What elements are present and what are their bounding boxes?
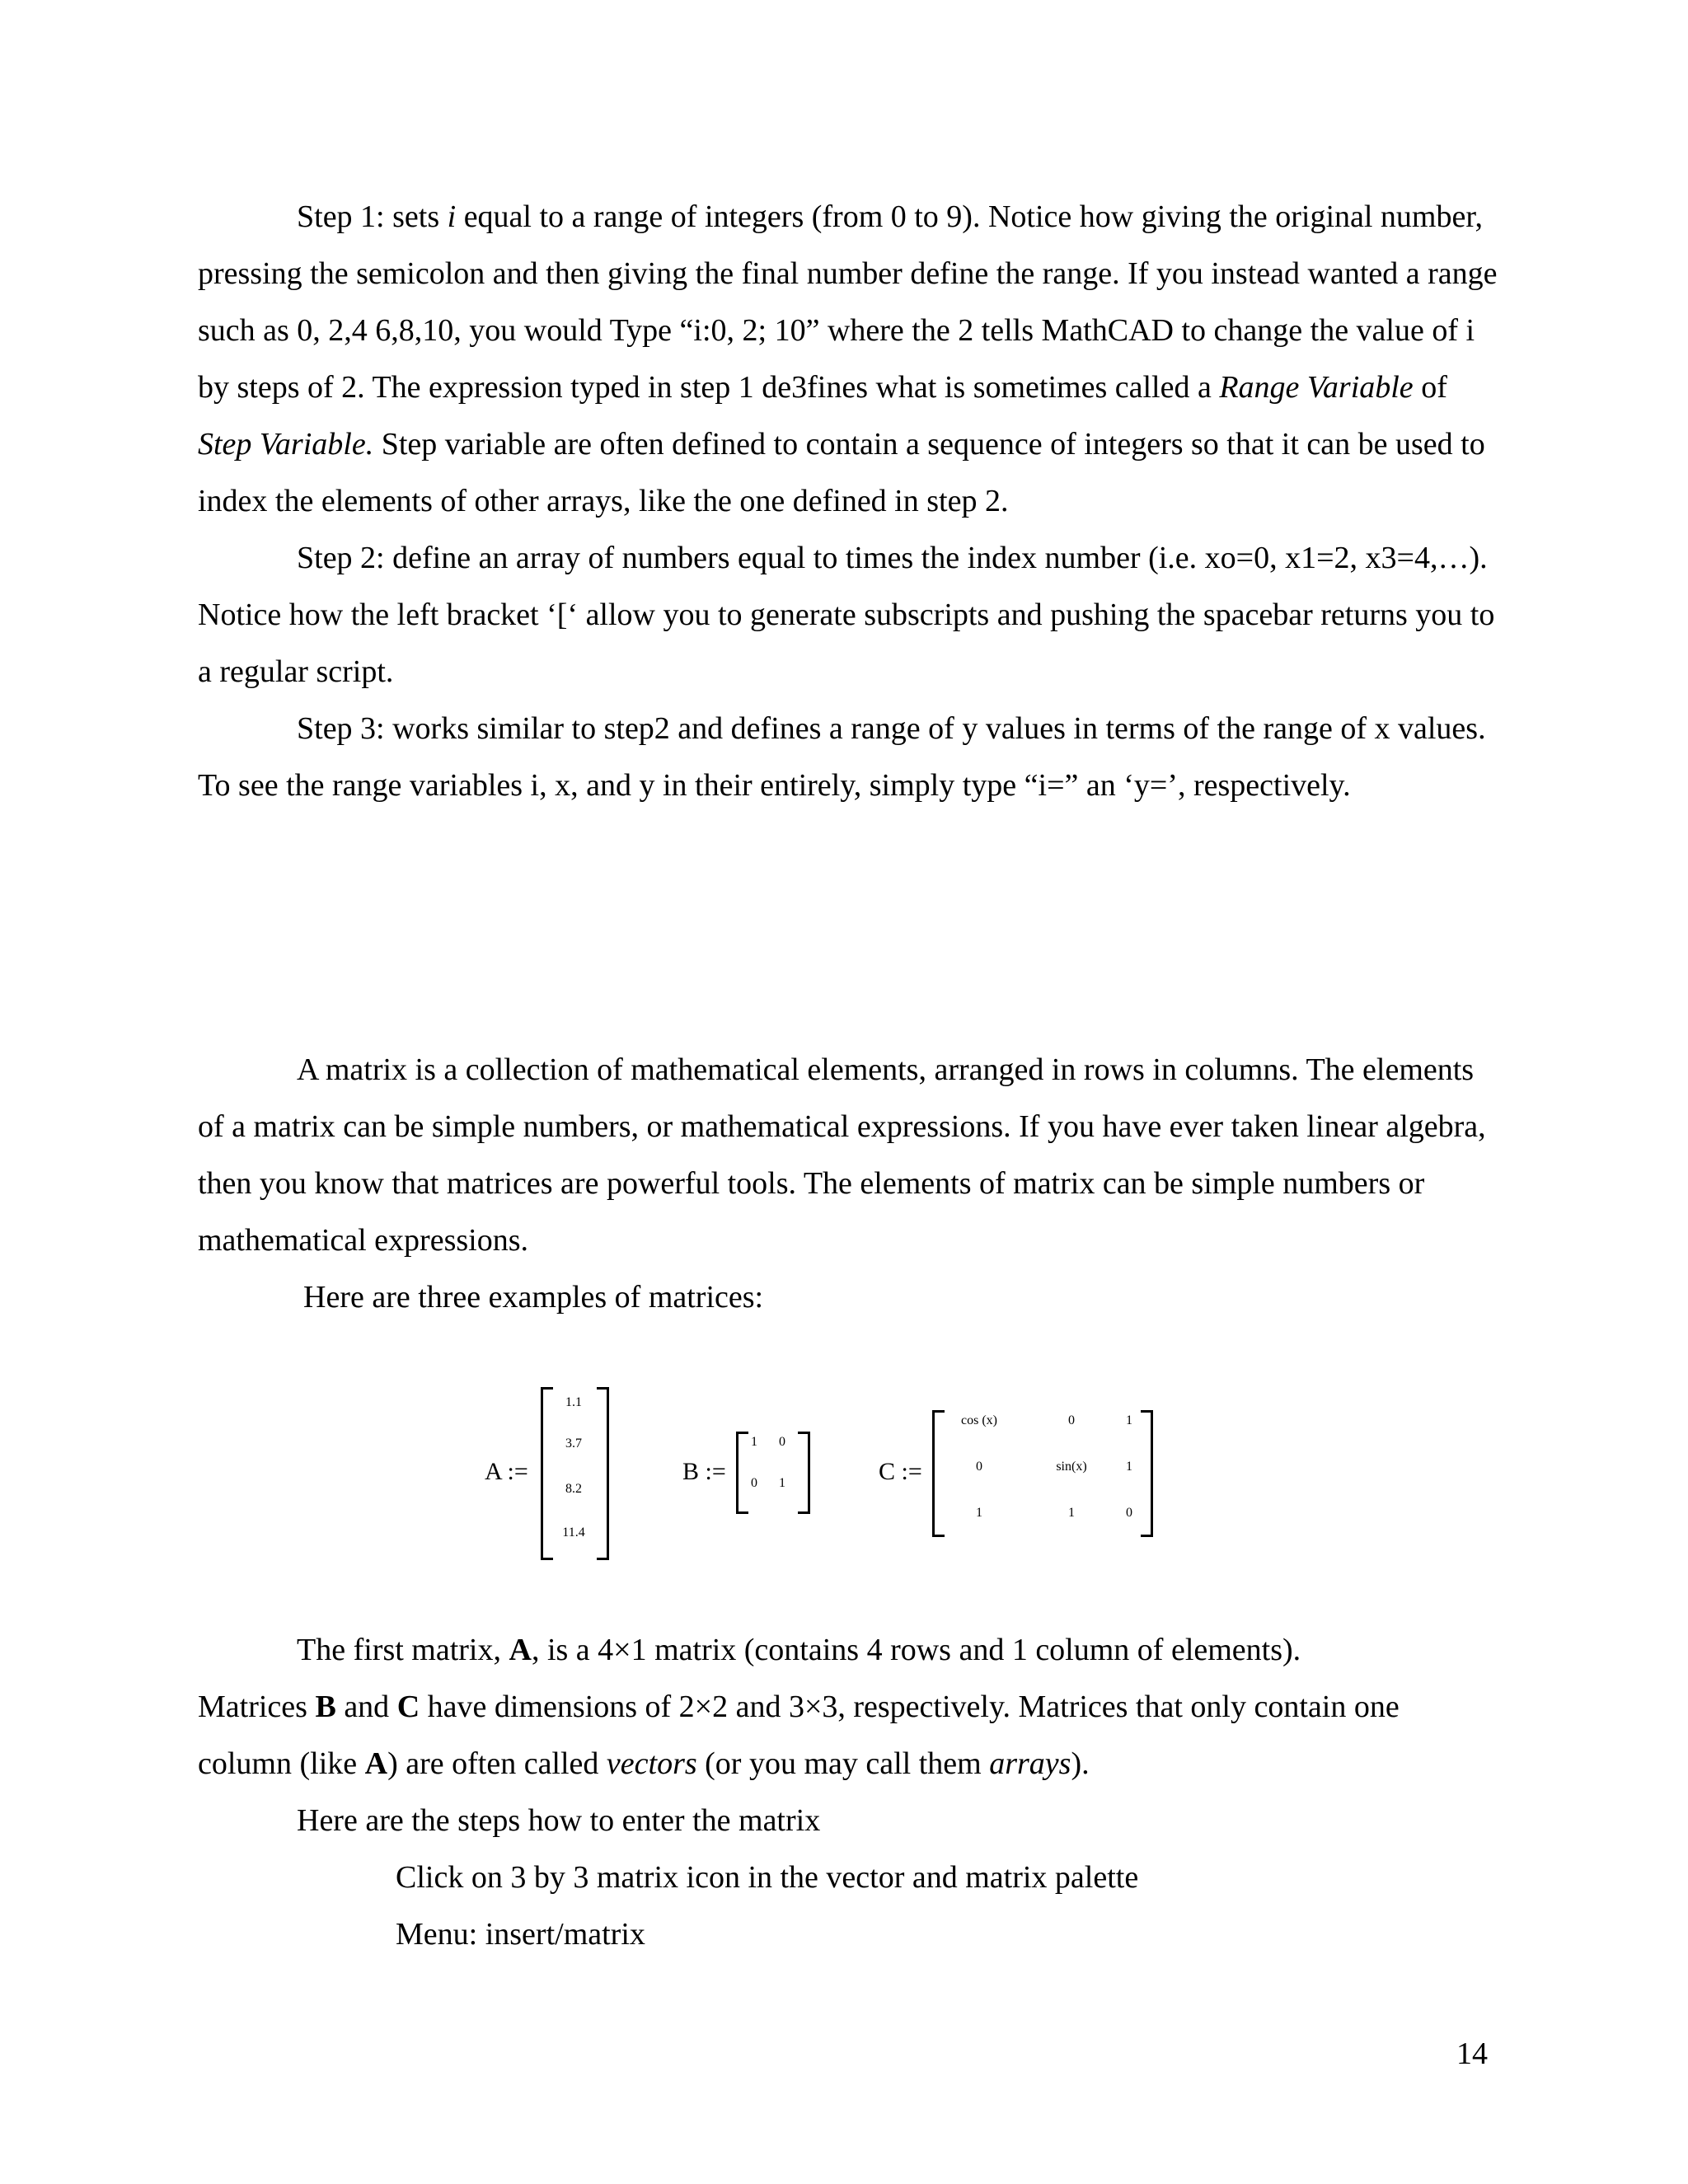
italic-term-range-variable: Range Variable xyxy=(1219,370,1414,405)
matrix-c-cell: 1 xyxy=(1126,1413,1132,1427)
text-run: ) are often called xyxy=(387,1746,607,1781)
matrix-c-cell: 0 xyxy=(1126,1506,1132,1520)
bold-matrix-name: A xyxy=(509,1633,532,1667)
matrix-intro xyxy=(198,1042,1500,1326)
text-run: , is a 4×1 matrix (contains 4 rows and 1 column of elements). xyxy=(531,1633,1301,1667)
matrix-b-cell: 0 xyxy=(751,1476,757,1490)
step-menu: Menu: insert/matrix xyxy=(396,1917,645,1952)
examples-intro: Here are three examples of matrices: xyxy=(303,1280,764,1315)
text-run: and xyxy=(335,1690,397,1724)
matrix-a-label: A := xyxy=(485,1458,528,1485)
first-matrix-paragraph xyxy=(198,1622,1500,1679)
matrix-a-cell: 11.4 xyxy=(562,1526,585,1540)
bold-matrix-name: A xyxy=(364,1746,388,1781)
matrix-b-right-bracket xyxy=(798,1432,810,1514)
bold-matrix-name: B xyxy=(315,1690,336,1724)
text-run: Step 1: sets xyxy=(297,199,448,234)
step1-paragraph xyxy=(198,189,1500,530)
matrix-c-right-bracket xyxy=(1141,1410,1153,1537)
matrix-b-cell: 1 xyxy=(779,1476,785,1490)
matrix-c-cell: 1 xyxy=(976,1506,982,1520)
matrix-c-cell: sin(x) xyxy=(1056,1460,1087,1474)
matrix-a-cell: 8.2 xyxy=(565,1482,582,1496)
italic-term-arrays: arrays xyxy=(989,1746,1071,1781)
matrix-c-label: C := xyxy=(879,1458,922,1485)
matrix-explanation xyxy=(198,1622,1500,1963)
text-run: Step variable are often defined to contain a sequence of integers so that it can be used to index the elements of other arrays, like the one defined in step 2. xyxy=(198,427,1485,518)
matrix-b-cell: 0 xyxy=(779,1435,785,1449)
page-number: 14 xyxy=(1456,2036,1488,2071)
matrix-c-cell: 1 xyxy=(1068,1506,1075,1520)
text-run: The first matrix, xyxy=(297,1633,509,1667)
matrix-a-right-bracket xyxy=(597,1387,609,1560)
matrix-definition-paragraph: A matrix is a collection of mathematical elements, arranged in rows in columns. The elements of a matrix can be simple numbers, or mathematical expressions. If you have ever taken linear algebra, then you know that matrices are powerful tools. The elements of matrix can be simple numbers or mathematical expressions. xyxy=(198,1052,1486,1258)
step-instructions xyxy=(198,189,1500,814)
matrix-examples xyxy=(0,1387,1688,1585)
matrix-c-cell: 0 xyxy=(1068,1413,1075,1427)
matrix-c-cell: 1 xyxy=(1126,1460,1132,1474)
step2-paragraph: Step 2: define an array of numbers equal to times the index number (i.e. xo=0, x1=2, x3=4,…). Notice how the left bracket ‘[‘ allow you to generate subscripts and pushing the spacebar returns you to a regular script. xyxy=(198,541,1495,689)
matrix-a-cell: 3.7 xyxy=(565,1436,582,1451)
steps-intro: Here are the steps how to enter the matrix xyxy=(297,1803,821,1838)
step3-paragraph: Step 3: works similar to step2 and defines a range of y values in terms of the range of x values. To see the range variables i, x, and y in their entirely, simply type “i=” an ‘y=’, respectively. xyxy=(198,711,1486,803)
text-run: have dimensions of 2×2 and 3×3, respectively. Matrices that only contain one column (like xyxy=(198,1690,1400,1781)
bold-matrix-name: C xyxy=(396,1690,420,1724)
step-palette: Click on 3 by 3 matrix icon in the vector and matrix palette xyxy=(396,1860,1139,1895)
matrix-dimensions-paragraph xyxy=(198,1679,1500,1793)
text-run: Matrices xyxy=(198,1690,316,1724)
matrix-c-cell: cos (x) xyxy=(961,1413,997,1427)
text-run: ). xyxy=(1071,1746,1090,1781)
matrix-b-cell: 1 xyxy=(751,1435,757,1449)
italic-variable-i: i xyxy=(447,199,457,234)
italic-term-step-variable: Step Variable. xyxy=(198,427,374,462)
matrix-b-label: B := xyxy=(682,1458,726,1485)
text-run: of xyxy=(1413,370,1447,405)
text-run: (or you may call them xyxy=(696,1746,990,1781)
italic-term-vectors: vectors xyxy=(606,1746,697,1781)
matrix-a-cell: 1.1 xyxy=(565,1395,582,1409)
matrix-c-cell: 0 xyxy=(976,1460,982,1474)
text-run: equal to a range of integers (from 0 to 9). Notice how giving the original number, pressing the semicolon and then giving the final number define the range. If you instead wanted a range such as 0, 2,4 6,8,10, you would Type “i:0, 2; 10” where the 2 tells MathCAD to change the value of i by steps of 2. The expression typed in step 1 de3fines what is sometimes called a xyxy=(198,199,1498,405)
